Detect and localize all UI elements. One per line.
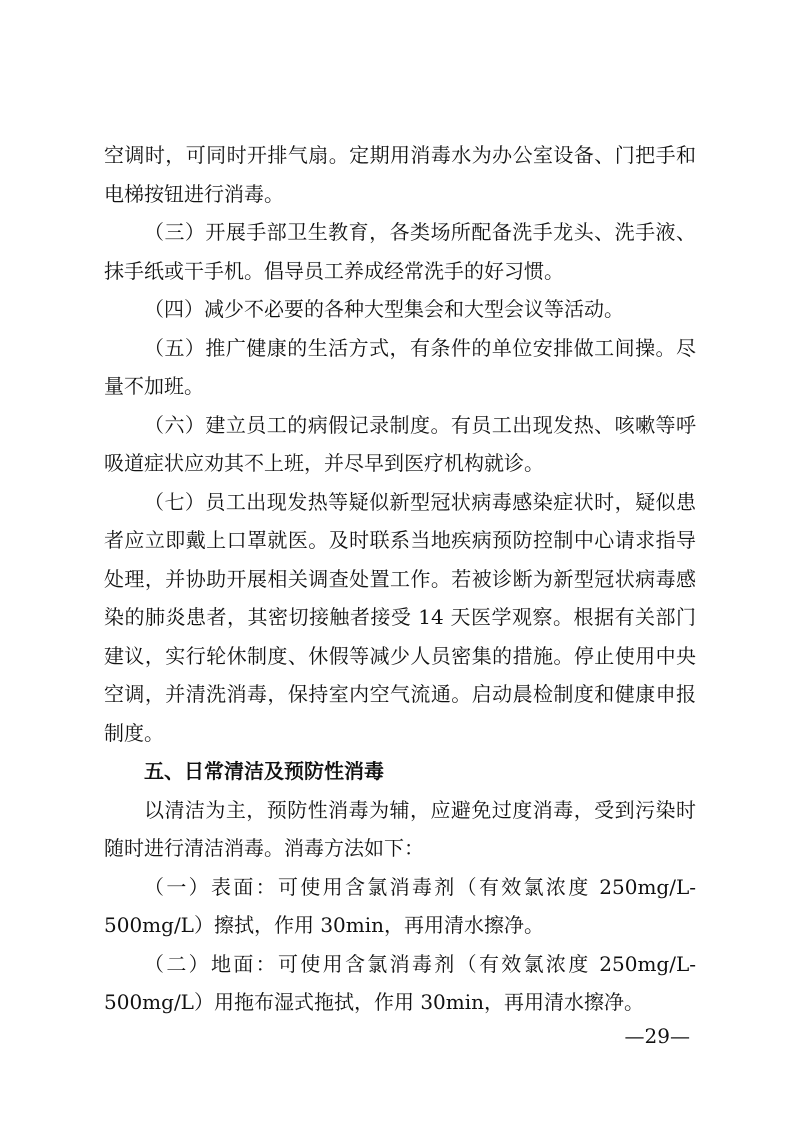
paragraph-item-3: （三）开展手部卫生教育，各类场所配备洗手龙头、洗手液、抹手纸或干手机。倡导员工养成经常洗手的好习惯。 (104, 220, 696, 283)
paragraph-item-4: （四）减少不必要的各种大型集会和大型会议等活动。 (144, 297, 624, 321)
section-intro-paragraph: 以清洁为主，预防性消毒为辅，应避免过度消毒，受到污染时随时进行清洁消毒。消毒方法如下： (104, 797, 696, 860)
section-heading: 五、日常清洁及预防性消毒 (144, 759, 384, 783)
paragraph-continuation: 空调时，可同时开排气扇。定期用消毒水为办公室设备、门把手和电梯按钮进行消毒。 (104, 143, 696, 206)
page-body (104, 136, 696, 1022)
paragraph-item-7: （七）员工出现发热等疑似新型冠状病毒感染症状时，疑似患者应立即戴上口罩就医。及时联系当地疾病预防控制中心请求指导处理，并协助开展相关调查处置工作。若被诊断为新型冠状病毒感染的肺炎患者，其密切接触者接受 14 天医学观察。根据有关部门建议，实行轮休制度、休假等减少人员密集的措施。停止使用中央空调，并清洗消毒，保持室内空气流通。启动晨检制度和健康申报制度。 (104, 489, 696, 745)
paragraph-surface-disinfection: （一）表面：可使用含氯消毒剂（有效氯浓度 250mg/L-500mg/L）擦拭，作用 30min，再用清水擦净。 (104, 874, 696, 937)
page-number: —29— (624, 1024, 690, 1048)
paragraph-floor-disinfection: （二）地面：可使用含氯消毒剂（有效氯浓度 250mg/L-500mg/L）用拖布湿式拖拭，作用 30min，再用清水擦净。 (104, 951, 696, 1014)
paragraph-item-6: （六）建立员工的病假记录制度。有员工出现发热、咳嗽等呼吸道症状应劝其不上班，并尽早到医疗机构就诊。 (104, 412, 696, 475)
paragraph-item-5: （五）推广健康的生活方式，有条件的单位安排做工间操。尽量不加班。 (104, 335, 696, 398)
